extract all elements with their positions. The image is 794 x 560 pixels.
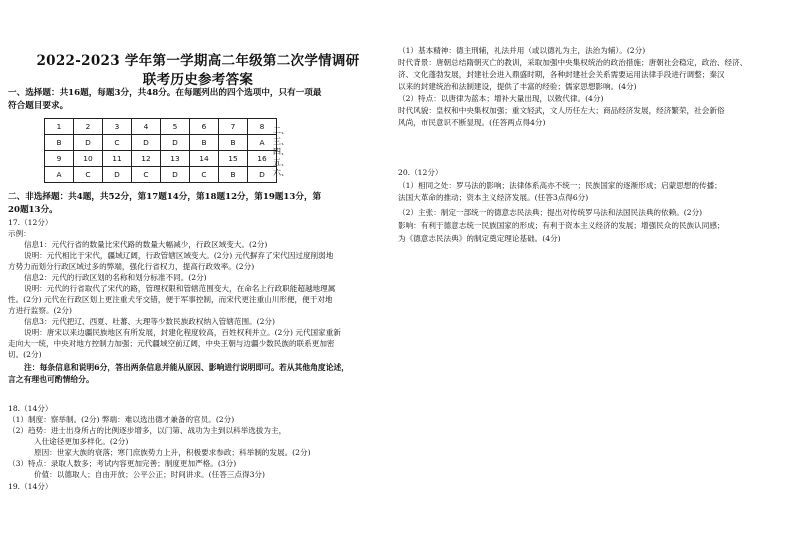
table-cell: D (74, 135, 103, 151)
answer-line: 入仕途径更加多样化。(2分) (34, 437, 129, 446)
table-cell: B (45, 135, 74, 151)
answer-line: （2）趋势：进士出身所占的比例逐步增多，以门第、战功为主到以科举选拔为主， (8, 426, 287, 435)
answer-line: （1）制度：察举制。(2分) 弊端：难以选出德才兼备的官员。(2分) (8, 415, 235, 424)
table-cell: 4 (132, 119, 161, 135)
scoring-note: 注：每条信息和说明6分，答出两条信息并能从原因、影响进行说明即可。若从其他角度论述， (24, 363, 350, 372)
answer-line: （3）特点：录取人数多；考试内容更加完善；制度更加严格。(3分) (8, 459, 237, 468)
table-cell: D (161, 135, 190, 151)
answer-line: （1）相同之处：罗马法的影响；法律体系高亦不统一；民族国家的逐渐形成；启蒙思想的传播； (398, 181, 722, 190)
table-cell: C (103, 135, 132, 151)
table-cell: 8 (248, 119, 277, 135)
table-cell: C (190, 167, 219, 183)
table-cell: 10 (74, 151, 103, 167)
table-cell: D (161, 167, 190, 183)
side-marker: 四、 (273, 147, 289, 156)
table-cell: 3 (103, 119, 132, 135)
table-cell: C (74, 167, 103, 183)
table-cell: 1 (45, 119, 74, 135)
answer-line: （2）主张：制定一部统一的德意志民法典；提出对传统罗马法和法国民法典的依赖。(2分) (398, 208, 703, 217)
answer-line: （1）基本精神：德主刑辅，礼法并用（或以德礼为主，法治为辅）。(2分) (398, 46, 646, 55)
side-marker: 二、 (273, 126, 289, 135)
answer-line: 信息1：元代行省的数量比宋代路的数量大幅减少，行政区域变大。(2分) (24, 240, 268, 249)
table-cell: A (45, 167, 74, 183)
section1-heading: 一、选择题：共16题，每题3分，共48分。在每题列出的四个选项中，只有一项最 (8, 88, 322, 98)
table-cell: B (190, 135, 219, 151)
answer-line: 说明：元代相比于宋代，疆域辽阔，行政管辖区域变大。(2分) 元代摒弃了宋代因过度削弱地 (24, 251, 334, 260)
answer-line: 信息3：元代把辽、西夏、吐蕃、大理等少数民族政权纳入管辖范围。(2分) (24, 317, 275, 326)
table-cell: B (219, 167, 248, 183)
answer-line: 风尚，市民意识不断显现。(任答两点得4分) (398, 118, 546, 127)
side-markers (273, 126, 289, 179)
answer-line: 说明：唐宋以来边疆民族地区有所发展，封建化程度较高，百姓权利并立。(2分) 元代国家重新 (24, 328, 341, 337)
side-marker: 三、 (273, 136, 289, 146)
question-17-heading: 17.（12分） (8, 218, 53, 227)
question-19-heading: 19.（14分） (8, 482, 53, 491)
table-cell: 6 (190, 119, 219, 135)
side-marker: 六、 (273, 168, 289, 177)
answer-table (44, 118, 277, 183)
table-cell: C (132, 167, 161, 183)
table-cell: 15 (219, 151, 248, 167)
table-row (45, 167, 277, 183)
table-cell: 16 (248, 151, 277, 167)
answer-line: 以来的封建统治和法制建设，提供了丰富的经验；儒家思想影响。(4分) (398, 82, 637, 91)
section2-heading: 二、非选择题：共4题，共52分，第17题14分，第18题12分，第19题13分，第 (8, 192, 322, 202)
answer-line: 法国大革命的推动；资本主义经济发展。(任答3点得6分) (398, 193, 589, 202)
answer-line: 为《德意志民法典》的制定奠定理论基础。(4分) (398, 234, 561, 243)
scoring-note-cont: 言之有理也可酌情给分。 (8, 375, 94, 384)
answer-line: 时代背景：唐朝总结隋朝灭亡的教训，采取加强中央集权统治的政治措施；唐朝社会稳定，政治、经济、 (398, 58, 748, 67)
table-cell: 9 (45, 151, 74, 167)
answer-line: 信息2：元代的行政区划的名称和划分标准不同。(2分) (24, 273, 207, 282)
table-cell: 7 (219, 119, 248, 135)
table-row (45, 135, 277, 151)
section2-heading-cont: 20题13分。 (8, 205, 58, 215)
answer-line: 性。(2分) 元代在行政区划上更注重犬牙交错，便于军事控制，而宋代更注重山川形便，便于对地 (8, 295, 333, 304)
table-row (45, 119, 277, 135)
answer-line: 走向大一统，中央对地方控制力加强；元代疆域空前辽阔，中央王朝与边疆少数民族的联系更加密 (8, 339, 335, 348)
table-cell: D (103, 167, 132, 183)
table-cell: 2 (74, 119, 103, 135)
answer-line: 示例： (8, 229, 31, 238)
table-cell: D (248, 167, 277, 183)
answer-line: 时代风貌：皇权和中央集权加强；重文轻武，文人历任左大；商品经济发展，经济繁荣，社会新俗 (398, 106, 725, 115)
answer-line: 原因：世家大族的衰落；寒门庶族势力上升，积极要求参政；科举制的发展。(2分) (34, 448, 311, 457)
table-cell: 5 (161, 119, 190, 135)
document-title: 2022-2023 学年第一学期高二年级第二次学情调研 (36, 53, 360, 69)
answer-line: 说明：元代的行省取代了宋代的路，管理权限和管辖范围变大，在命名上行政职能超越地理属 (24, 284, 336, 293)
table-row (45, 151, 277, 167)
table-cell: 14 (190, 151, 219, 167)
table-cell: 13 (161, 151, 190, 167)
question-20-heading: 20.（12分） (398, 168, 443, 177)
answer-line: 切。(2分) (8, 350, 42, 359)
table-cell: A (248, 135, 277, 151)
answer-line: 方势力而划分行政区域过多的弊端，强化行省权力，提高行政效率。(2分) (8, 262, 255, 271)
answer-line: 方进行监察。(2分) (8, 306, 72, 315)
document-subtitle: 联考历史参考答案 (142, 72, 254, 88)
table-cell: 11 (103, 151, 132, 167)
answer-line: 济、文化蓬勃发展，封建社会进入鼎盛时期，各种封建社会关系需要运用法律手段进行调整；秦汉 (398, 70, 725, 79)
answer-line: （2）特点：以唐律为蓝本；增补大量出现，以敕代律。(4分) (398, 94, 604, 103)
answer-line: 影响：有利于德意志统一民族国家的形成；有利于资本主义经济的发展；增强民众的民族认同感； (398, 221, 725, 230)
table-cell: B (219, 135, 248, 151)
question-18-heading: 18.（14分） (8, 404, 53, 413)
side-marker: 五、 (273, 157, 289, 167)
answer-line: 价值：以德取人；自由开放；公平公正；时间讲求。(任答三点得3分) (34, 470, 265, 479)
section1-heading-cont: 符合题目要求。 (8, 101, 69, 111)
table-cell: 12 (132, 151, 161, 167)
table-cell: D (132, 135, 161, 151)
